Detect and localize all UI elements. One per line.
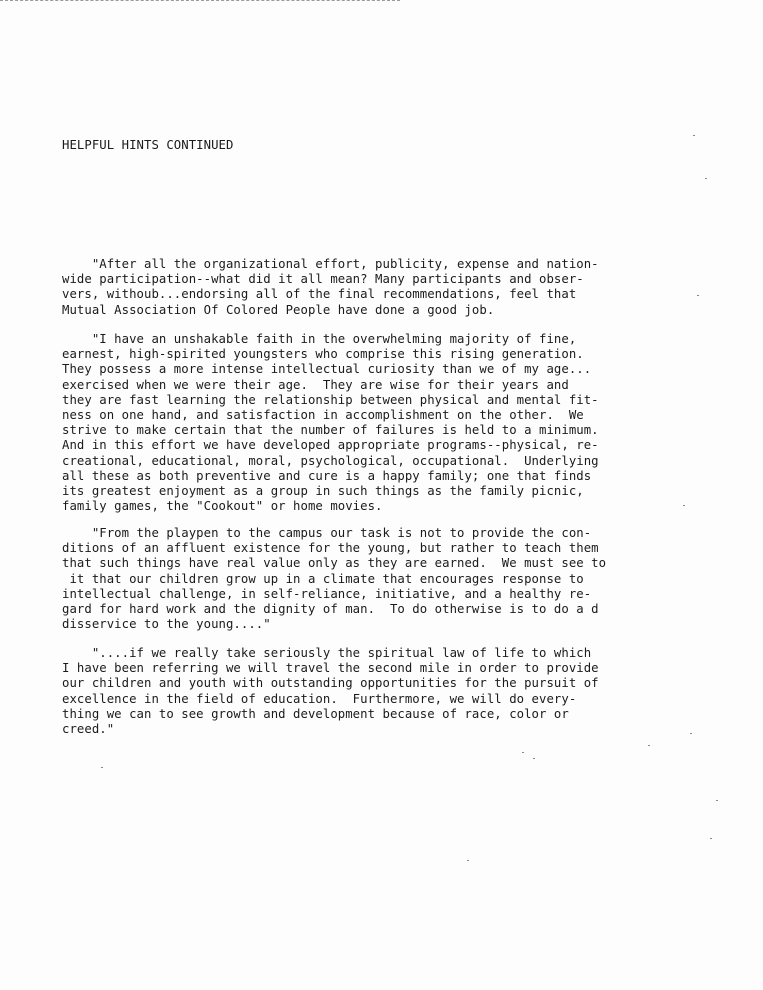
scan-speck — [648, 745, 650, 746]
text-line: creed." — [62, 722, 115, 737]
text-line: excellence in the field of education. Furthermore, we will do every- — [62, 691, 577, 706]
text-line: ness on one hand, and satisfaction in accomplishment on the other. We — [62, 408, 584, 423]
text-line: Mutual Association Of Colored People have done a good job. — [62, 302, 495, 317]
text-line: all these as both preventive and cure is a happy family; one that finds — [62, 468, 592, 483]
top-dashed-rule — [0, 0, 400, 1]
scan-speck — [690, 733, 692, 734]
scan-speck — [705, 178, 707, 179]
text-line: exercised when we were their age. They are wise for their years and — [62, 377, 569, 392]
paragraph-2 — [62, 332, 599, 514]
text-line: "....if we really take seriously the spiritual law of life to which — [62, 646, 592, 660]
text-line: thing we can to see growth and development because of race, color or — [62, 706, 569, 721]
scan-speck — [522, 752, 524, 753]
text-line: "I have an unshakable faith in the overwhelming majority of fine, — [62, 332, 577, 346]
text-line: And in this effort we have developed appropriate programs--physical, re- — [62, 438, 599, 453]
text-line: family games, the "Cookout" or home movies. — [62, 499, 383, 514]
scan-speck — [697, 295, 699, 296]
paragraph-1 — [62, 257, 599, 318]
text-line: our children and youth with outstanding opportunities for the pursuit of — [62, 676, 599, 691]
text-line: ditions of an affluent existence for the young, but rather to teach them — [62, 541, 599, 556]
scan-speck — [101, 767, 103, 768]
page-heading: HELPFUL HINTS CONTINUED — [62, 138, 234, 152]
text-line: earnest, high-spirited youngsters who comprise this rising generation. — [62, 347, 584, 362]
text-line: they are fast learning the relationship between physical and mental fit- — [62, 392, 599, 407]
scan-speck — [693, 135, 695, 136]
text-line: its greatest enjoyment as a group in such things as the family picnic, — [62, 484, 584, 499]
text-line: gard for hard work and the dignity of man. To do otherwise is to do a d — [62, 602, 599, 617]
text-line: disservice to the young...." — [62, 617, 271, 632]
text-line: "After all the organizational effort, publicity, expense and nation- — [62, 257, 599, 271]
text-line: intellectual challenge, in self-reliance, initiative, and a healthy re- — [62, 586, 592, 601]
text-line: that such things have real value only as they are earned. We must see to — [62, 556, 607, 571]
scan-speck — [710, 838, 712, 839]
text-line: it that our children grow up in a climate that encourages response to — [62, 571, 584, 586]
scan-speck — [533, 758, 535, 759]
text-line: creational, educational, moral, psychological, occupational. Underlying — [62, 453, 599, 468]
text-line: strive to make certain that the number of failures is held to a minimum. — [62, 423, 599, 438]
text-line: wide participation--what did it all mean? Many participants and obser- — [62, 272, 584, 287]
scan-speck — [683, 505, 685, 506]
paragraph-4 — [62, 646, 599, 737]
text-line: They possess a more intense intellectual curiosity than we of my age... — [62, 362, 592, 377]
scan-speck — [467, 860, 469, 861]
text-line: "From the playpen to the campus our task is not to provide the con- — [62, 526, 592, 540]
paragraph-3 — [62, 526, 606, 632]
text-line: vers, withoub...endorsing all of the final recommendations, feel that — [62, 287, 577, 302]
scan-speck — [716, 800, 718, 801]
text-line: I have been referring we will travel the second mile in order to provide — [62, 661, 599, 676]
